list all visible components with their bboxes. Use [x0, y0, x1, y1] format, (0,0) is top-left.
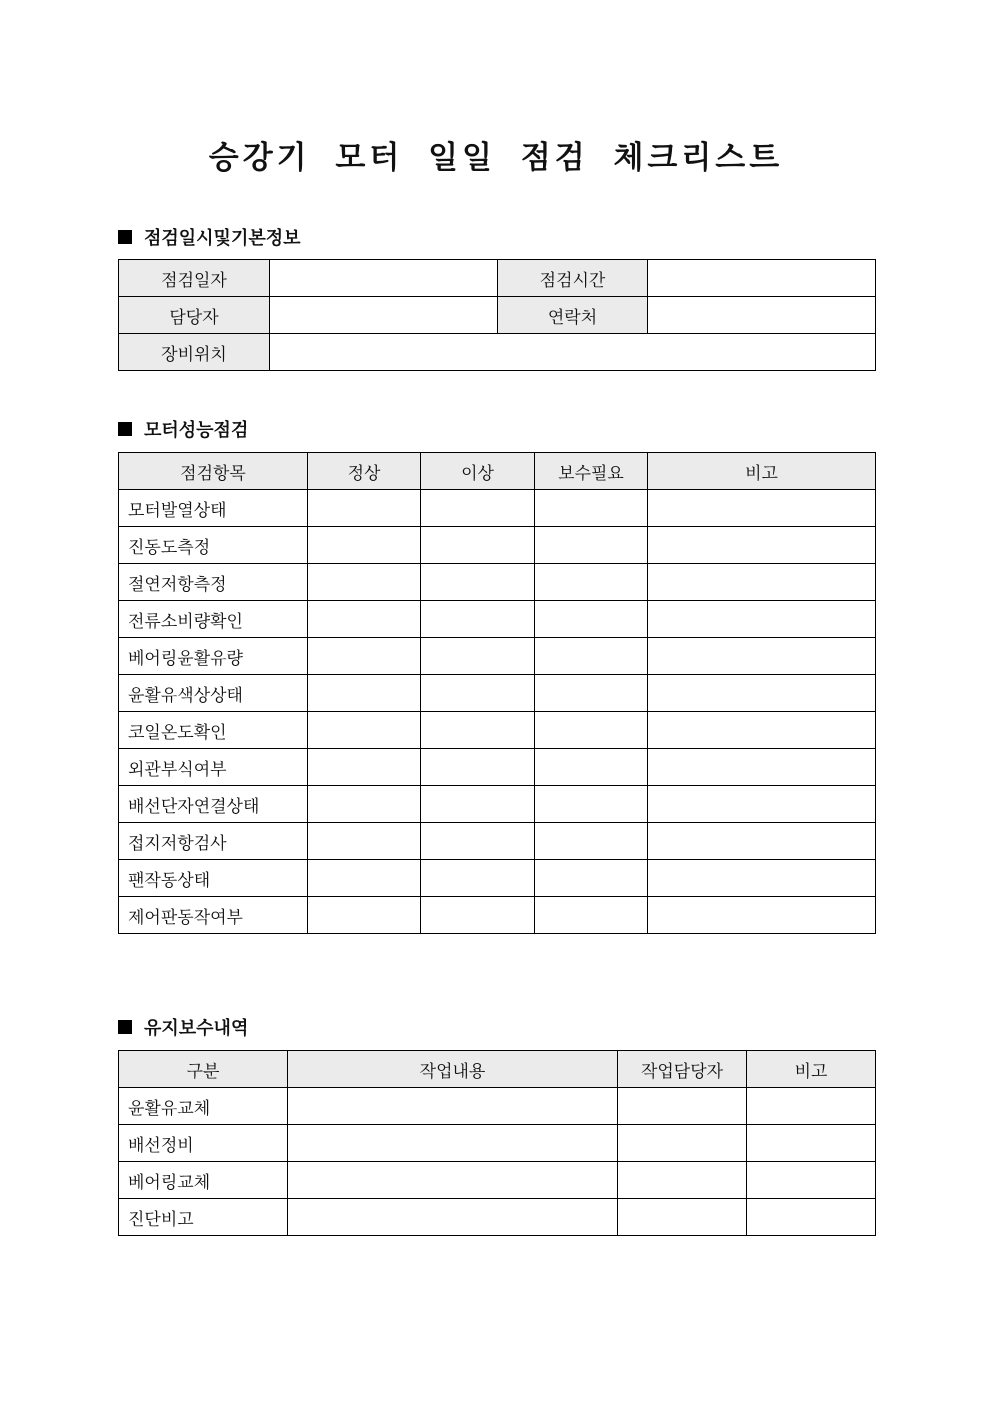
column-header-note: 비고 [747, 1051, 876, 1088]
equipment-location-label: 장비위치 [119, 334, 270, 371]
note-cell[interactable] [747, 1162, 876, 1199]
abnormal-check-cell[interactable] [421, 786, 535, 823]
manager-label: 담당자 [119, 297, 270, 334]
inspection-item-label: 접지저항검사 [119, 823, 308, 860]
repair-needed-check-cell[interactable] [535, 823, 648, 860]
abnormal-check-cell[interactable] [421, 823, 535, 860]
note-cell[interactable] [648, 823, 876, 860]
column-header-work: 작업내용 [288, 1051, 618, 1088]
note-cell[interactable] [747, 1088, 876, 1125]
abnormal-check-cell[interactable] [421, 860, 535, 897]
note-cell[interactable] [648, 564, 876, 601]
table-header-row [119, 1051, 876, 1088]
repair-needed-check-cell[interactable] [535, 675, 648, 712]
inspection-time-label: 점검시간 [498, 260, 648, 297]
repair-needed-check-cell[interactable] [535, 527, 648, 564]
section-heading-motor-performance [118, 416, 248, 442]
table-row [119, 897, 876, 934]
note-cell[interactable] [648, 897, 876, 934]
inspection-item-label: 진동도측정 [119, 527, 308, 564]
inspection-item-label: 제어판동작여부 [119, 897, 308, 934]
table-row [119, 564, 876, 601]
table-row [119, 712, 876, 749]
normal-check-cell[interactable] [308, 823, 421, 860]
category-label: 윤활유교체 [119, 1088, 288, 1125]
inspection-item-label: 외관부식여부 [119, 749, 308, 786]
table-row [119, 1162, 876, 1199]
abnormal-check-cell[interactable] [421, 564, 535, 601]
category-label: 배선정비 [119, 1125, 288, 1162]
repair-needed-check-cell[interactable] [535, 601, 648, 638]
normal-check-cell[interactable] [308, 786, 421, 823]
table-row [119, 1088, 876, 1125]
inspection-item-label: 윤활유색상상태 [119, 675, 308, 712]
repair-needed-check-cell[interactable] [535, 638, 648, 675]
section-title: 점검일시및기본정보 [144, 228, 301, 249]
repair-needed-check-cell[interactable] [535, 564, 648, 601]
table-row [119, 334, 876, 371]
basic-info-table [118, 259, 876, 371]
inspection-item-label: 모터발열상태 [119, 490, 308, 527]
repair-needed-check-cell[interactable] [535, 897, 648, 934]
normal-check-cell[interactable] [308, 860, 421, 897]
note-cell[interactable] [648, 749, 876, 786]
work-content-cell[interactable] [288, 1199, 618, 1236]
repair-needed-check-cell[interactable] [535, 749, 648, 786]
table-row [119, 638, 876, 675]
section-heading-basic-info [118, 224, 301, 250]
maintenance-table [118, 1050, 876, 1236]
column-header-item: 점검항목 [119, 453, 308, 490]
note-cell[interactable] [648, 860, 876, 897]
inspection-item-label: 배선단자연결상태 [119, 786, 308, 823]
table-row [119, 823, 876, 860]
table-row [119, 749, 876, 786]
inspection-date-label: 점검일자 [119, 260, 270, 297]
normal-check-cell[interactable] [308, 712, 421, 749]
abnormal-check-cell[interactable] [421, 749, 535, 786]
normal-check-cell[interactable] [308, 527, 421, 564]
table-row [119, 786, 876, 823]
note-cell[interactable] [747, 1125, 876, 1162]
inspection-item-label: 전류소비량확인 [119, 601, 308, 638]
abnormal-check-cell[interactable] [421, 490, 535, 527]
inspection-date-field[interactable] [270, 260, 498, 297]
abnormal-check-cell[interactable] [421, 897, 535, 934]
column-header-note: 비고 [648, 453, 876, 490]
worker-cell[interactable] [618, 1162, 747, 1199]
table-row [119, 675, 876, 712]
table-header-row [119, 453, 876, 490]
section-heading-maintenance [118, 1014, 248, 1040]
worker-cell[interactable] [618, 1125, 747, 1162]
work-content-cell[interactable] [288, 1162, 618, 1199]
repair-needed-check-cell[interactable] [535, 490, 648, 527]
contact-label: 연락처 [498, 297, 648, 334]
note-cell[interactable] [648, 675, 876, 712]
abnormal-check-cell[interactable] [421, 675, 535, 712]
note-cell[interactable] [648, 786, 876, 823]
section-title: 유지보수내역 [144, 1018, 249, 1039]
abnormal-check-cell[interactable] [421, 527, 535, 564]
section-title: 모터성능점검 [144, 420, 249, 441]
table-row [119, 1125, 876, 1162]
abnormal-check-cell[interactable] [421, 638, 535, 675]
repair-needed-check-cell[interactable] [535, 712, 648, 749]
normal-check-cell[interactable] [308, 490, 421, 527]
normal-check-cell[interactable] [308, 749, 421, 786]
normal-check-cell[interactable] [308, 564, 421, 601]
normal-check-cell[interactable] [308, 601, 421, 638]
normal-check-cell[interactable] [308, 897, 421, 934]
note-cell[interactable] [648, 601, 876, 638]
column-header-worker: 작업담당자 [618, 1051, 747, 1088]
page-title: 승강기 모터 일일 점검 체크리스트 [208, 140, 784, 176]
manager-field[interactable] [270, 297, 498, 334]
square-bullet-icon [118, 1020, 132, 1034]
square-bullet-icon [118, 422, 132, 436]
note-cell[interactable] [648, 638, 876, 675]
work-content-cell[interactable] [288, 1088, 618, 1125]
contact-field[interactable] [648, 297, 876, 334]
inspection-item-label: 절연저항측정 [119, 564, 308, 601]
inspection-item-label: 팬작동상태 [119, 860, 308, 897]
table-row [119, 1199, 876, 1236]
category-label: 진단비고 [119, 1199, 288, 1236]
column-header-repair: 보수필요 [535, 453, 648, 490]
note-cell[interactable] [648, 490, 876, 527]
table-row [119, 860, 876, 897]
normal-check-cell[interactable] [308, 638, 421, 675]
column-header-abnormal: 이상 [421, 453, 535, 490]
worker-cell[interactable] [618, 1088, 747, 1125]
note-cell[interactable] [648, 527, 876, 564]
table-row [119, 297, 876, 334]
table-row [119, 490, 876, 527]
abnormal-check-cell[interactable] [421, 712, 535, 749]
inspection-time-field[interactable] [648, 260, 876, 297]
column-header-normal: 정상 [308, 453, 421, 490]
abnormal-check-cell[interactable] [421, 601, 535, 638]
note-cell[interactable] [747, 1199, 876, 1236]
note-cell[interactable] [648, 712, 876, 749]
worker-cell[interactable] [618, 1199, 747, 1236]
normal-check-cell[interactable] [308, 675, 421, 712]
repair-needed-check-cell[interactable] [535, 786, 648, 823]
motor-performance-table [118, 452, 876, 934]
table-row [119, 601, 876, 638]
square-bullet-icon [118, 230, 132, 244]
work-content-cell[interactable] [288, 1125, 618, 1162]
table-row [119, 527, 876, 564]
equipment-location-field[interactable] [270, 334, 876, 371]
inspection-item-label: 베어링윤활유량 [119, 638, 308, 675]
column-header-category: 구분 [119, 1051, 288, 1088]
table-row [119, 260, 876, 297]
inspection-item-label: 코일온도확인 [119, 712, 308, 749]
repair-needed-check-cell[interactable] [535, 860, 648, 897]
category-label: 베어링교체 [119, 1162, 288, 1199]
